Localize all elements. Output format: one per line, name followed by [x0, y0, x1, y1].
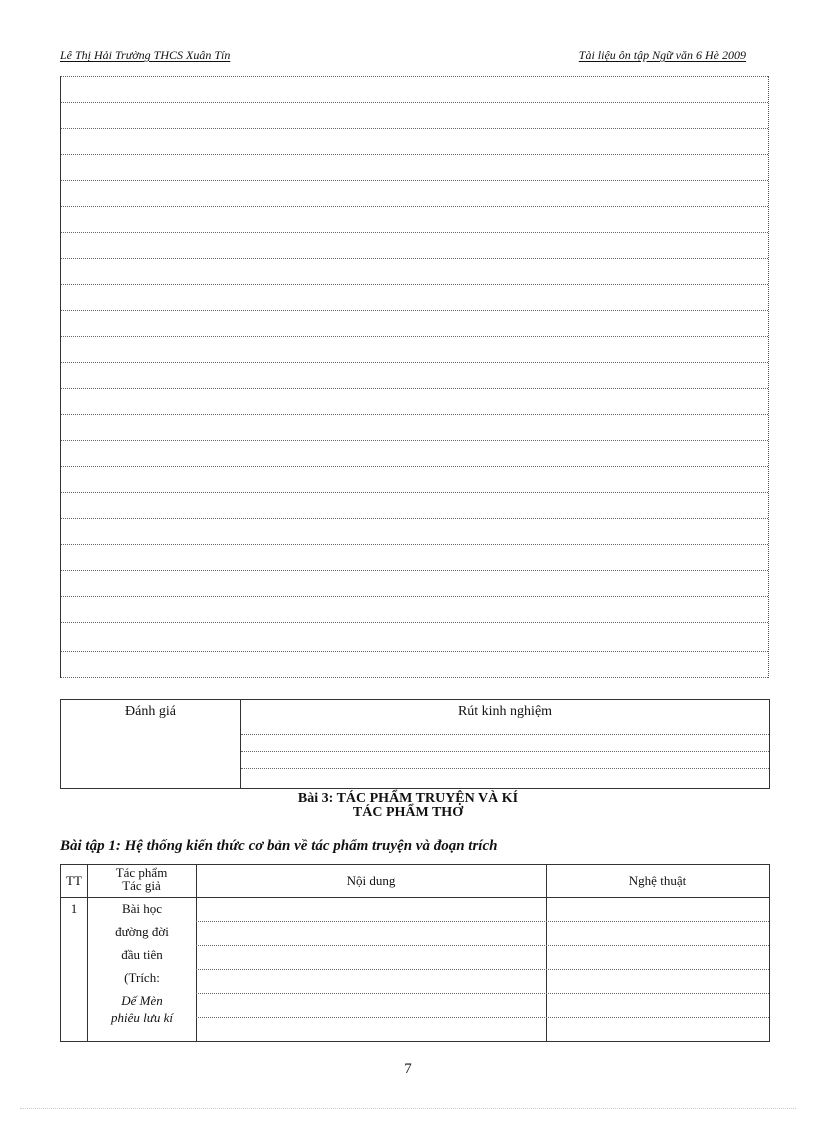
answer-line: [196, 921, 769, 922]
work-line: Bài học: [121, 901, 163, 916]
footer-divider: [20, 1108, 796, 1109]
answer-line: [196, 969, 769, 970]
writing-line: [61, 544, 768, 545]
writing-line: [61, 466, 768, 467]
header-right: Tài liệu ôn tập Ngữ văn 6 Hè 2009: [578, 48, 746, 62]
header-left: Lê Thị Hải Trường THCS Xuân Tín: [60, 48, 231, 62]
header-tt: TT: [66, 873, 82, 888]
writing-line: [61, 518, 768, 519]
work-line: phiêu lưu kí: [111, 1010, 173, 1025]
writing-area: [60, 76, 769, 678]
experience-label: Rút kinh nghiệm: [457, 704, 553, 719]
answer-line: [196, 945, 769, 946]
experience-line: [241, 751, 769, 752]
lesson-number: Bài 3: [297, 791, 329, 806]
header-underline: [61, 897, 769, 898]
writing-line: [61, 284, 768, 285]
writing-line: [61, 622, 768, 623]
lesson-title-line2: TÁC PHẨM THƠ: [352, 805, 464, 820]
table-divider: [546, 865, 547, 1041]
work-line: (Trích:: [124, 970, 160, 985]
writing-line: [61, 76, 768, 77]
writing-line: [61, 440, 768, 441]
writing-line: [61, 310, 768, 311]
writing-line: [61, 232, 768, 233]
work-line: đường đời: [115, 924, 169, 939]
experience-line: [241, 734, 769, 735]
writing-line: [61, 362, 768, 363]
writing-line: [61, 570, 768, 571]
page-number: 7: [404, 1061, 412, 1077]
experience-cell: [241, 700, 769, 788]
evaluation-label: Đánh giá: [125, 704, 176, 719]
header-work-bottom: Tác giả: [122, 878, 161, 893]
evaluation-table: [60, 699, 770, 789]
work-line: Dế Mèn: [121, 993, 163, 1008]
header-work-top: Tác phẩm: [115, 865, 168, 880]
header-art: Nghệ thuật: [628, 873, 687, 888]
writing-line: [61, 414, 768, 415]
answer-line: [196, 993, 769, 994]
exercise-title: Bài tập 1: Hệ thống kiến thức cơ bản về tác phẩm truyện và đoạn trích: [60, 838, 498, 854]
header-content: Nội dung: [346, 873, 396, 888]
writing-line: [61, 128, 768, 129]
writing-line: [61, 102, 768, 103]
writing-line: [61, 336, 768, 337]
header-work: [87, 866, 196, 892]
work-line: đầu tiên: [121, 947, 163, 962]
writing-line: [61, 388, 768, 389]
writing-line: [61, 651, 768, 652]
writing-line: [61, 154, 768, 155]
evaluation-cell: [61, 700, 241, 788]
row-tt: 1: [70, 901, 78, 916]
writing-line: [61, 180, 768, 181]
writing-line: [61, 596, 768, 597]
answer-line: [196, 1017, 769, 1018]
experience-line: [241, 768, 769, 769]
writing-line: [61, 677, 768, 678]
writing-line: [61, 258, 768, 259]
works-table: [60, 864, 770, 1042]
lesson-title-line1: : TÁC PHẨM TRUYỆN VÀ KÍ: [328, 791, 519, 806]
writing-line: [61, 492, 768, 493]
writing-line: [61, 206, 768, 207]
